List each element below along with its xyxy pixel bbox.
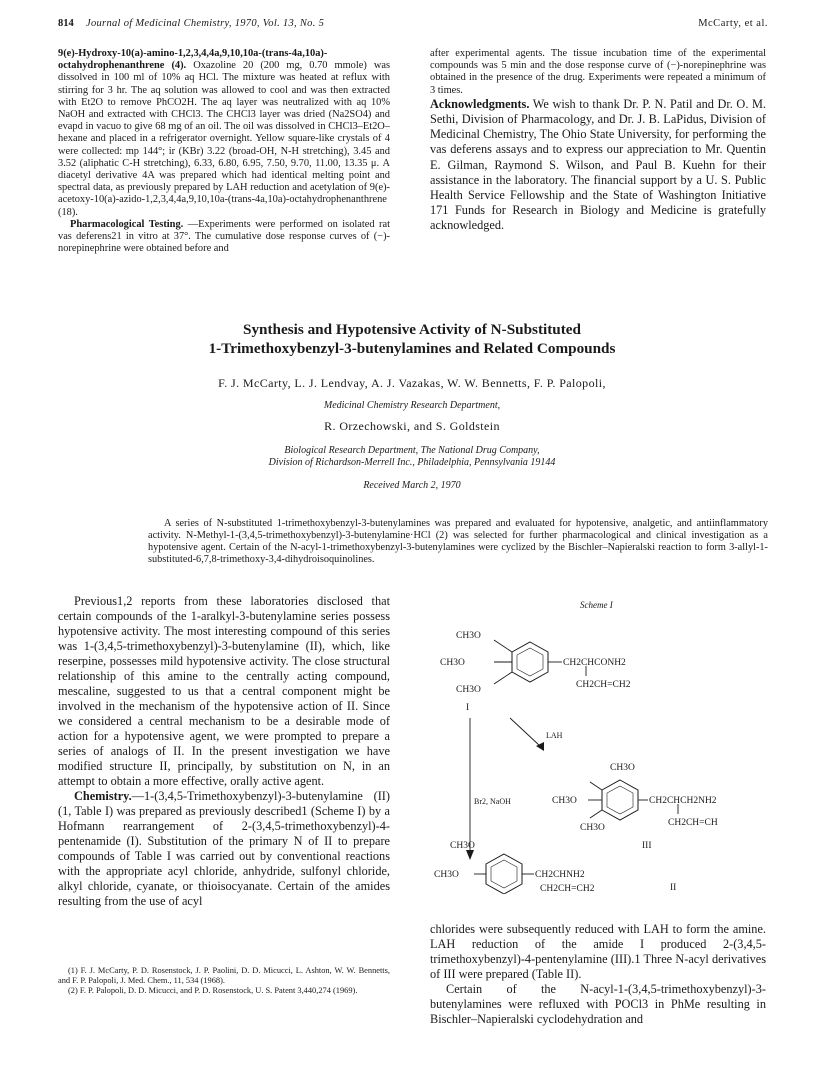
footnote-2: (2) F. P. Palopoli, D. D. Micucci, and P. D. Rosenstock, U. S. Patent 3,440,274 (1969). (68, 986, 358, 995)
chemistry-paragraph (58, 789, 390, 909)
acknowledgments-paragraph (430, 97, 766, 234)
experimental-continued (58, 48, 390, 255)
pharm-heading: Pharmacological Testing. (70, 218, 184, 230)
scheme-1-diagram (430, 594, 766, 894)
title-line-1: Synthesis and Hypotensive Activity of N-Substituted (243, 321, 581, 338)
affiliation-1: Medicinal Chemistry Research Department, (323, 400, 501, 411)
footnotes (58, 966, 390, 996)
article-title (58, 320, 766, 358)
page-number: 814 (58, 18, 74, 29)
I-ome-2: CH3O (440, 658, 465, 668)
cyclization-paragraph: Certain of the N-acyl-1-(3,4,5-trimethoxybenzyl)-3-butenylamines were refluxed with POCl3 in PhMe resulting in Bischler–Napieralski cyclodehydration and (430, 982, 766, 1026)
author-list: F. J. McCarty, L. J. Lendvay, A. J. Vazakas, W. W. Bennetts, F. P. Palopoli, (218, 376, 606, 390)
chemistry-heading: Chemistry. (74, 789, 132, 803)
compound-III-structure (552, 763, 718, 851)
running-authors: McCarty, et al. (698, 18, 768, 29)
author-list-2: R. Orzechowski, and S. Goldstein (324, 419, 500, 433)
III-ome-2: CH3O (552, 796, 577, 806)
compound-text: Oxazoline 20 (200 mg, 0.70 mmole) was dissolved in 100 ml of 10% aq HCl. The mixture was heated at reflux with stirring for 3 hr. The aq solution was allowed to cool and was then extracted with Et2O to remove PhCO2H. The aq layer was neutralized with aq 10% NaOH and extracted with CHCl3. The CHCl3 layer was dried (Na2SO4) and evapd in vacuo to give 68 mg of an oil. The oil was dissolved in CHCl3–Et2O–hexane and placed in a refrigerator overnight. Yellow square-like crystals of 4 were collected: mp 144°; ir (KBr) 3.22 (broad-OH, N-H stretching), 3.45 and 3.52 (aliphatic C-H stretching), 6.33, 6.80, 6.95, 7.50, 9.70, 11.00, 13.35 μ. A diacetyl derivative 4A was prepared which had identical melting point and spectral data, as previously prepared by LAH reduction and acetylation of 9(e)-acetoxy-10(a)-azido-1,2,3,4,4a,9,10,10a-(trans-4a,10a)-octahydrophenanthrene (18). (58, 60, 391, 218)
abstract: A series of N-substituted 1-trimethoxybenzyl-3-butenylamines was prepared and evaluated for hypotensive, analgetic, and antiinflammatory activity. N-Methyl-1-(3,4,5-trimethoxybenzyl)-3-butenylamine·HCl (2) was selected for further pharmacological and clinical investigation as a hypotensive agent. Certain of the N-acyl-1-trimethoxybenzyl-3-butenylamines were cyclized by the Bischler–Napieralski reaction to form 3-allyl-1-substituted-6,7,8-trimethoxy-3,4-dihydroisoquinolines. (148, 518, 768, 565)
affiliation-2 (58, 445, 766, 469)
III-ome-3: CH3O (580, 823, 605, 833)
compound-II-structure (434, 841, 676, 894)
I-side-chain: CH2CHCONH2 (563, 658, 626, 668)
I-ome-3: CH3O (456, 685, 481, 695)
affiliation-2-line-1: Biological Research Department, The National Drug Company, (284, 445, 540, 456)
arrow-I-to-III (510, 718, 540, 746)
scheme-label: Scheme I (580, 600, 613, 610)
ack-heading: Acknowledgments. (430, 96, 530, 111)
reagent-bromine: Br2, NaOH (474, 797, 511, 806)
compound-I-structure (440, 631, 631, 713)
reagent-lah: LAH (546, 731, 563, 740)
affiliation-2-line-2: Division of Richardson-Merrell Inc., Philadelphia, Pennsylvania 19144 (268, 457, 556, 468)
label-III: III (642, 841, 652, 851)
body-right-column (430, 922, 766, 1027)
II-side-chain: CH2CHNH2 (535, 870, 585, 880)
intro-paragraph: Previous1,2 reports from these laboratories disclosed that certain compounds of the 1-aralkyl-3-butenylamine series possess hypotensive activity. The most interesting compound of this series was 1-(3,4,5-trimethoxybenzyl)-3-butenylamine (II), which, like reserpine, possesses mild hypotensive activity. The close structural relationship of this amine to the centrally acting compound, mescaline, suggested to us that a central component might be involved in the mechanism of the hypotensive action of II. Since we considered a central mechanism to be a desirable mode of action for a hypotensive agent, we were prompted to prepare a series of analogs of II. In the present investigation we have modified structure II, principally, by substitution on N, in an attempt to obtain a more effective, orally active agent. (58, 594, 390, 788)
II-ome-2: CH3O (434, 870, 459, 880)
label-II: II (670, 883, 677, 893)
I-ome-1: CH3O (456, 631, 481, 641)
arrowhead-down-icon (466, 850, 474, 860)
I-allyl: CH2CH=CH2 (576, 680, 631, 690)
compound-heading: 9(e)-Hydroxy-10(a)-amino-1,2,3,4,4a,9,10,10a-(trans-4a,10a)-octahydrophenanthrene (4). (58, 48, 328, 72)
III-allyl: CH2CH=CH (668, 818, 718, 828)
II-allyl: CH2CH=CH2 (540, 884, 595, 894)
journal-citation: Journal of Medicinal Chemistry, 1970, Vol. 13, No. 5 (86, 18, 325, 29)
compound-paragraph (58, 48, 390, 219)
III-ome-1: CH3O (610, 763, 635, 773)
label-I: I (466, 703, 470, 713)
experimental-right (430, 48, 766, 234)
pharm-text: —Experiments were performed on isolated rat vas deferens21 in vitro at 37°. The cumulative dose response curves of (−)-norepinephrine were obtained before and (58, 218, 390, 255)
chemistry-text: —1-(3,4,5-Trimethoxybenzyl)-3-butenylamine (II) (1, Table I) was prepared as previously described1 (Scheme I) by a Hofmann rearrangement of 2-(3,4,5-trimethoxybenzyl)-4-pentenamide (I). Substitution of the primary N of II to prepare compounds of Table I was carried out by conventional reactions with the appropriate acyl chloride, anhydride, sulfonyl chloride, alkyl chloride, cyanate, or thioisocyanate. Certain of the amides resulting from the use of acyl (58, 789, 390, 908)
II-ome-1: CH3O (450, 841, 475, 851)
pharm-paragraph (58, 219, 390, 256)
continued-text: after experimental agents. The tissue incubation time of the experimental compounds was 5 min and the dose response curve of (−)-norepinephrine was obtained in the presence of the drug. Experiments were repeated a minimum of 3 times. (430, 48, 766, 96)
III-side-chain: CH2CHCH2NH2 (649, 796, 717, 806)
reduction-paragraph: chlorides were subsequently reduced with LAH to form the amine. LAH reduction of the amide I produced 2-(3,4,5-trimethoxybenzyl)-4-pentenylamine (III).1 Three N-acyl derivatives of III were prepared (Table II). (430, 922, 766, 981)
title-line-2: 1-Trimethoxybenzyl-3-butenylamines and Related Compounds (208, 340, 616, 357)
body-left-column (58, 594, 390, 909)
received-date: Received March 2, 1970 (363, 480, 461, 491)
ack-text: We wish to thank Dr. P. N. Patil and Dr. O. M. Sethi, Division of Pharmacology, and Dr. J. B. LaPidus, Division of Medicinal Chemistry, The Ohio State University, for performing the vas deferens assays and to express our appreciation to Mr. Quentin E. Gilman, Raymond S. Wilson, and Paul B. Kuehn for their assistance in the laboratory. The financial support by a U. S. Public Health Service Fellowship and the State of Washington Initiative 171 Funds for Research in Biology and Medicine is gratefully acknowledged. (430, 96, 766, 233)
footnote-1: (1) F. J. McCarty, P. D. Rosenstock, J. P. Paolini, D. D. Micucci, L. Ashton, W. W. Bennetts, and F. P. Palopoli, J. Med. Chem., 11, 534 (1968). (58, 966, 390, 985)
